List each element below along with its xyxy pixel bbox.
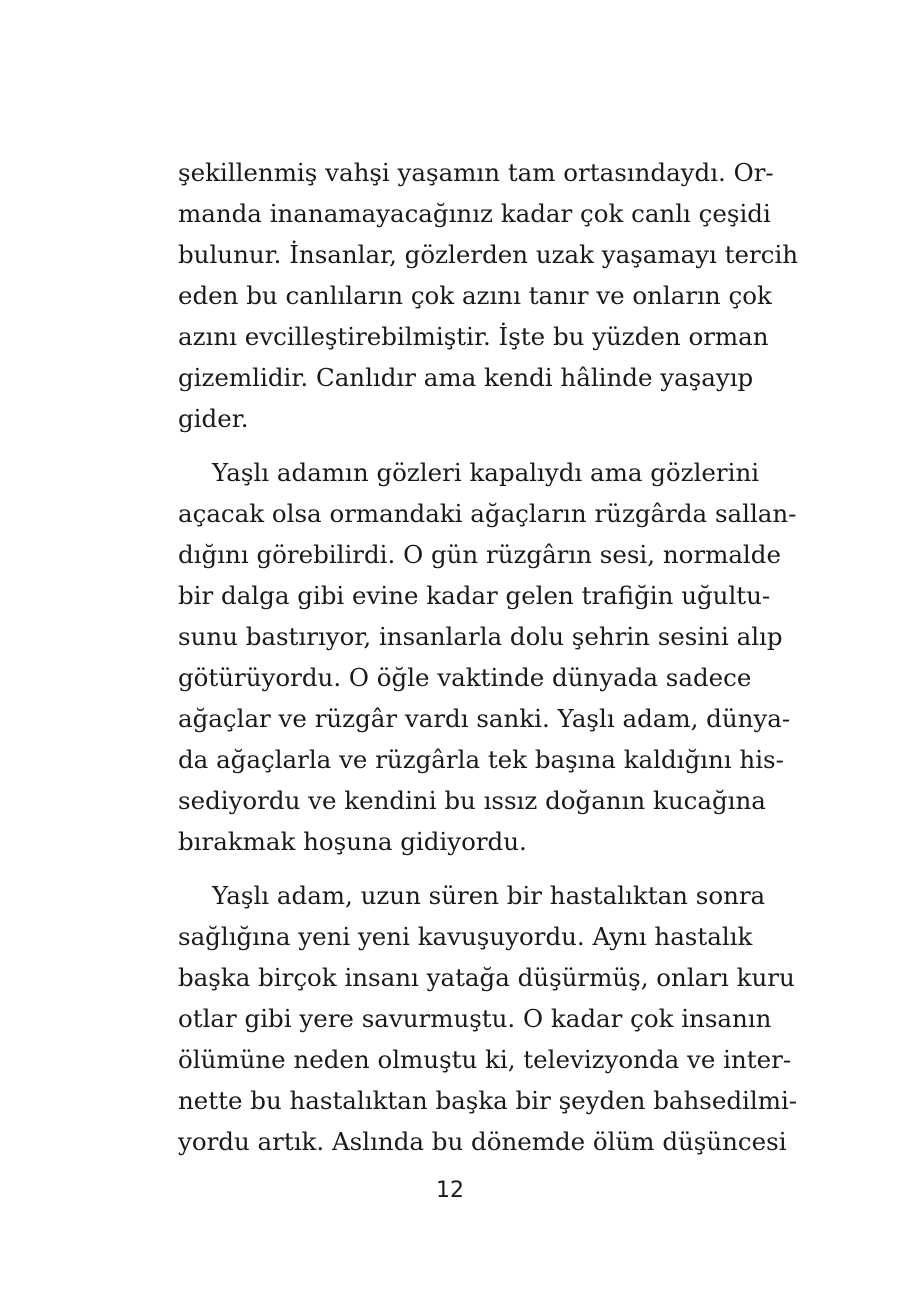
text-line: otlar gibi yere savurmuştu. O kadar çok insanın	[178, 1004, 772, 1033]
text-line: başka birçok insanı yatağa düşürmüş, onları kuru	[178, 963, 795, 992]
paragraph	[178, 152, 799, 439]
paragraph-gap	[178, 862, 703, 875]
text-line: sediyordu ve kendini bu ıssız doğanın kucağına	[178, 786, 766, 815]
text-line: şekillenmiş vahşi yaşamın tam ortasındaydı. Or-	[178, 158, 774, 187]
text-line: gizemlidir. Canlıdır ama kendi hâlinde yaşayıp	[178, 363, 754, 392]
text-line: Yaşlı adam, uzun süren bir hastalıktan sonra	[212, 881, 766, 910]
text-line: bir dalga gibi evine kadar gelen trafiğin uğultu-	[178, 581, 771, 610]
text-line: ölümüne neden olmuştu ki, televizyonda ve inter-	[178, 1045, 792, 1074]
text-line: Yaşlı adamın gözleri kapalıydı ama gözlerini	[212, 458, 760, 487]
text-line: manda inanamayacağınız kadar çok canlı çeşidi	[178, 199, 771, 228]
paragraph	[178, 452, 797, 862]
text-line: da ağaçlarla ve rüzgârla tek başına kaldığını his-	[178, 745, 784, 774]
text-line: sağlığına yeni yeni kavuşuyordu. Aynı hastalık	[178, 922, 753, 951]
text-line: açacak olsa ormandaki ağaçların rüzgârda sallan-	[178, 499, 797, 528]
text-line: yordu artık. Aslında bu dönemde ölüm düşüncesi	[178, 1127, 787, 1156]
text-line: bırakmak hoşuna gidiyordu.	[178, 827, 527, 856]
text-line: ağaçlar ve rüzgâr vardı sanki. Yaşlı adam, dünya-	[178, 704, 791, 733]
text-line: götürüyordu. O öğle vaktinde dünyada sadece	[178, 663, 752, 692]
text-line: sunu bastırıyor, insanlarla dolu şehrin sesini alıp	[178, 622, 783, 651]
text-line: azını evcilleştirebilmiştir. İşte bu yüzden orman	[178, 322, 769, 351]
paragraph	[178, 875, 798, 1162]
text-line: eden bu canlıların çok azını tanır ve onların çok	[178, 281, 772, 310]
paragraph-gap	[178, 439, 703, 452]
page-number: 12	[436, 1178, 464, 1203]
text-line: dığını görebilirdi. O gün rüzgârın sesi, normalde	[178, 540, 781, 569]
body-text	[178, 152, 799, 1162]
text-line: gider.	[178, 404, 249, 433]
text-line: bulunur. İnsanlar, gözlerden uzak yaşamayı tercih	[178, 240, 799, 269]
text-line: nette bu hastalıktan başka bir şeyden bahsedilmi-	[178, 1086, 798, 1115]
